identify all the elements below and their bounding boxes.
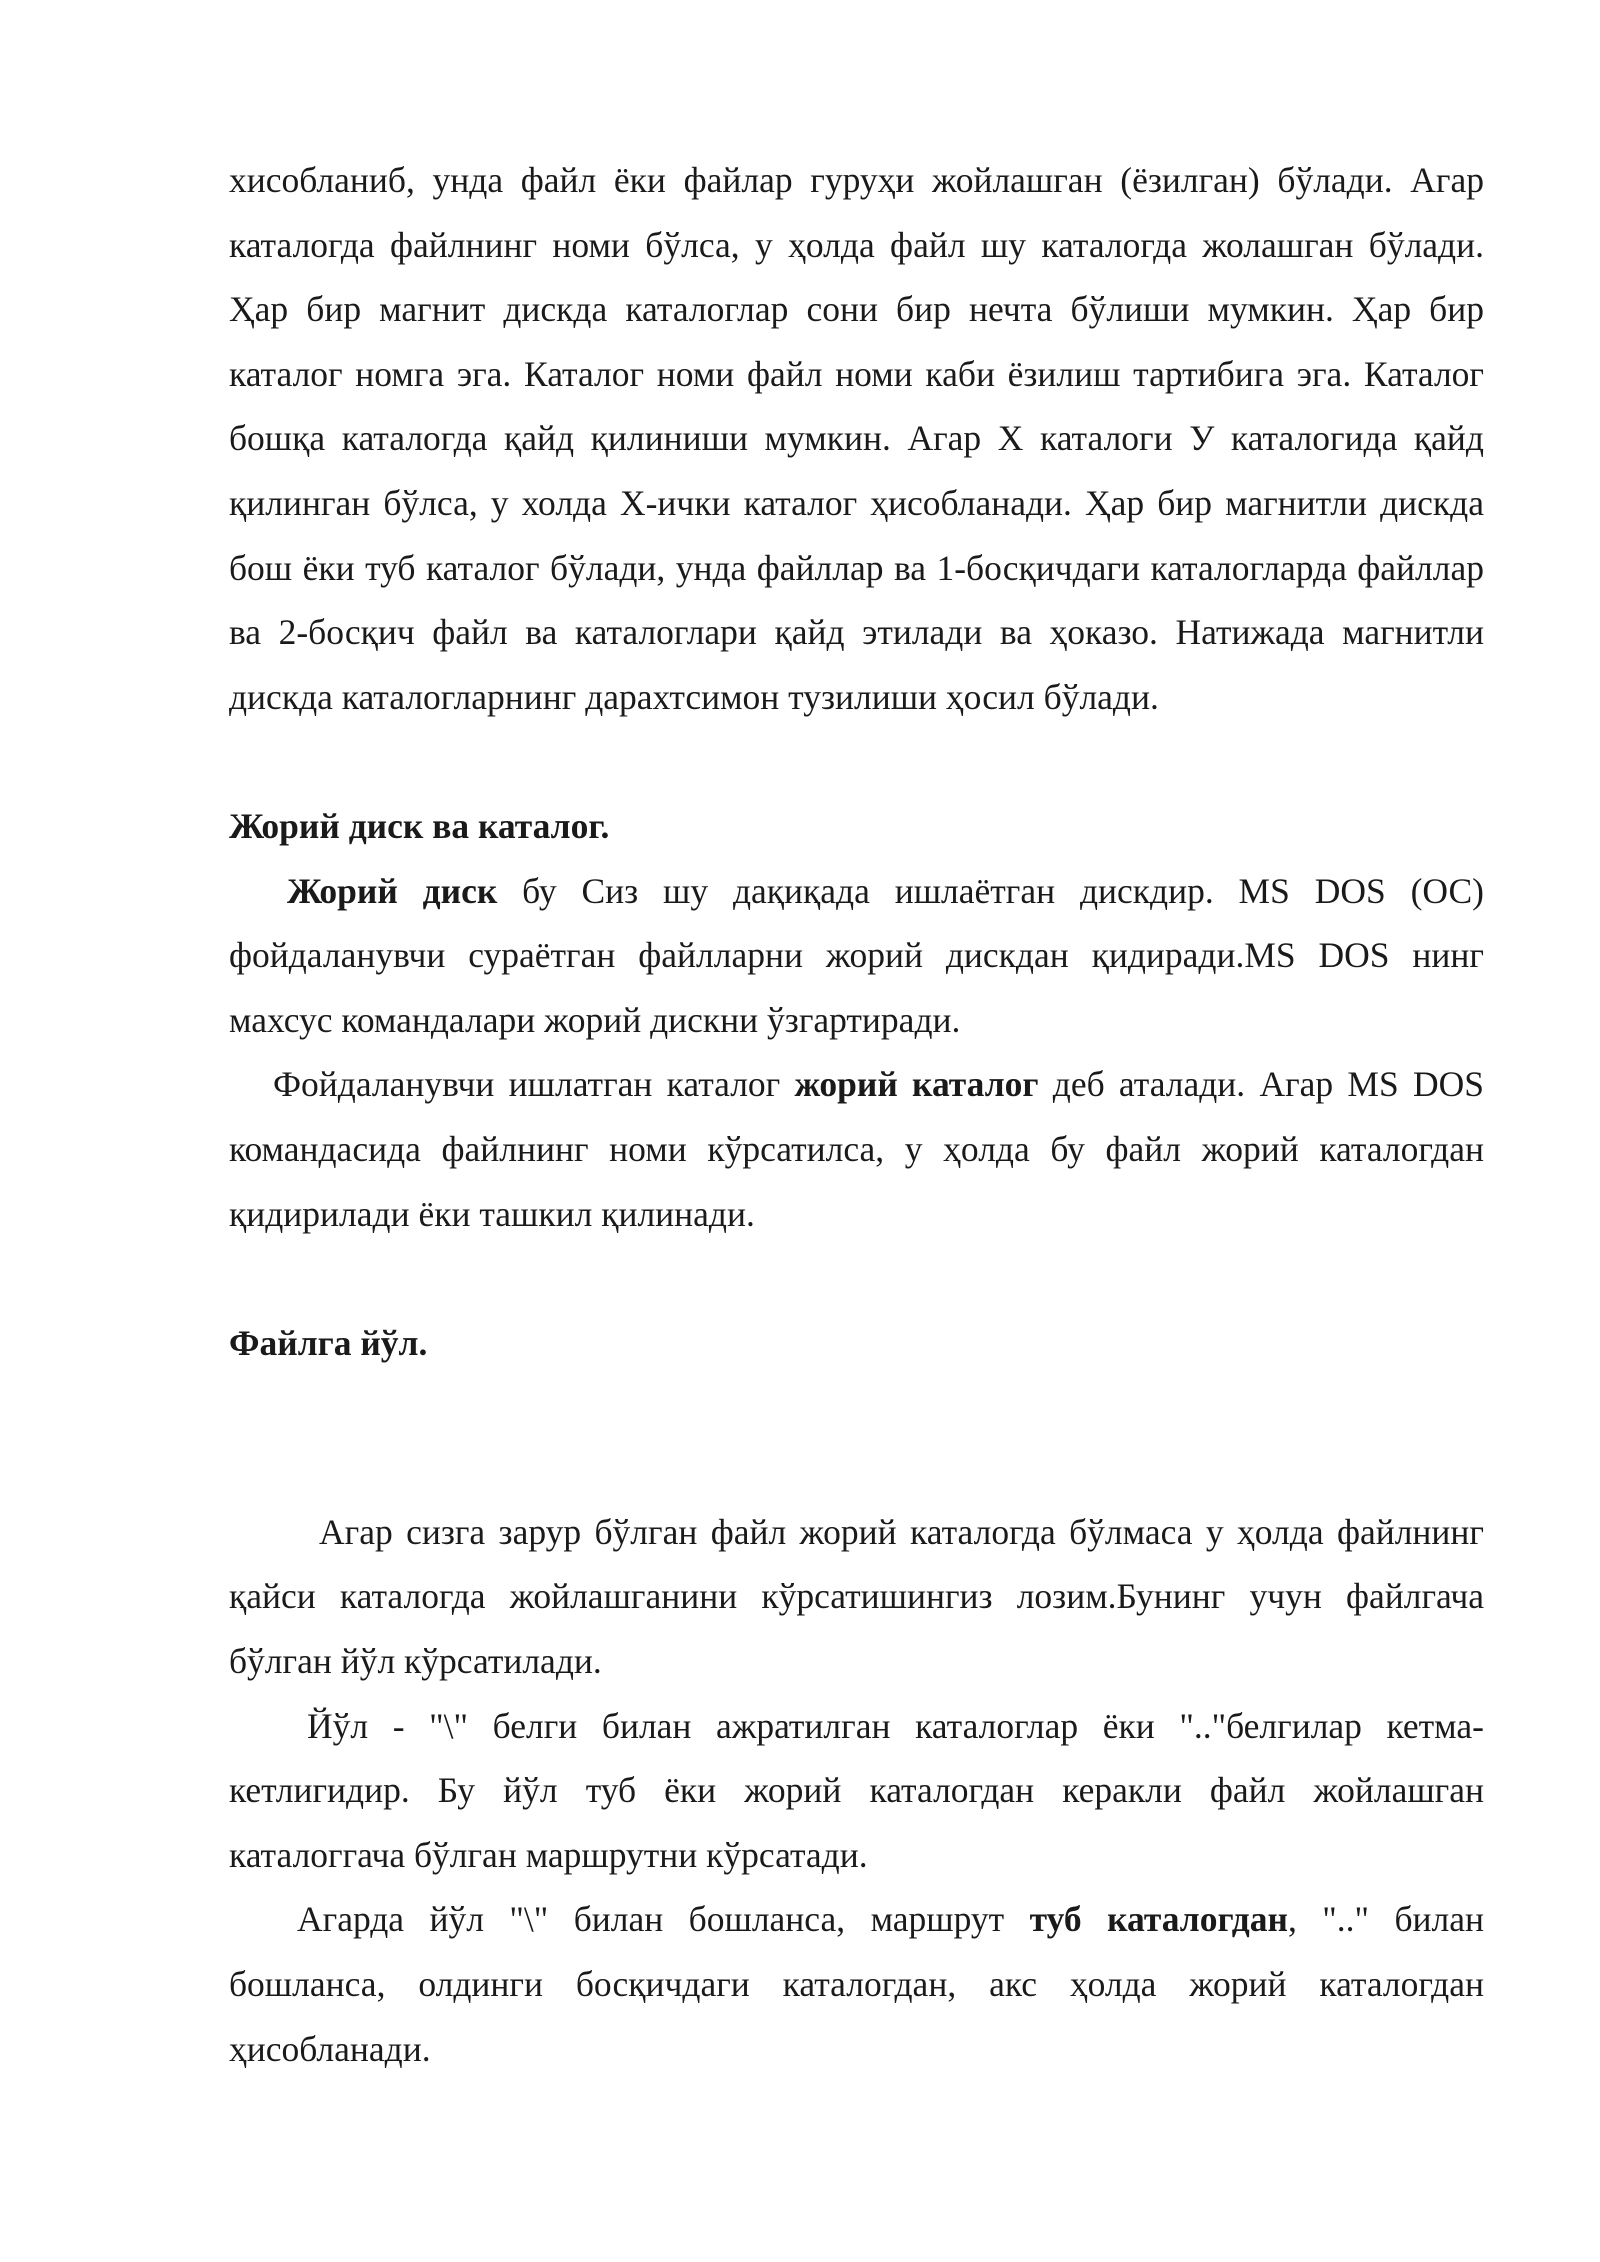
term-root-catalog: туб каталогдан <box>1029 1899 1288 1940</box>
paragraph-current-catalog <box>229 1052 1484 1246</box>
paragraph-path-start-rest: , ".." билан бошланса, олдинги босқичдаги каталогдан, акс ҳолда жорий каталогдан ҳисобланади. <box>229 1899 1485 2069</box>
paragraph-path-start <box>229 1887 1484 2081</box>
paragraph-current-disk <box>229 859 1484 1053</box>
paragraph-current-catalog-text: деб аталади. Агар MS DOS командасида файлнинг номи кўрсатилса, у ҳолда бу файл жорий каталогдан қидирилади ёки ташкил қилинади. <box>229 1064 1485 1234</box>
paragraph-current-disk-text: бу Сиз шу дақиқада ишлаётган дискдир. MS DOS (ОС) фойдаланувчи сураётган файлларни жорий дискдан қидиради.MS DOS нинг махсус командалари жорий дискни ўзгартиради. <box>229 870 1484 1040</box>
term-current-catalog: жорий каталог <box>794 1064 1039 1105</box>
spacer <box>229 729 1484 794</box>
term-current-disk: Жорий диск <box>287 870 498 911</box>
paragraph-catalog-intro: хисобланиб, унда файл ёки файлар гуруҳи жойлашган (ёзилган) бўлади. Агар каталогда файлнинг номи бўлса, у ҳолда файл шу каталогда жолашган бўлади. Ҳар бир магнит дискда каталоглар сони бир нечта бўлиши мумкин. Ҳар бир каталог номга эга. Каталог номи файл номи каби ёзилиш тартибига эга. Каталог бошқа каталогда қайд қилиниши мумкин. Агар Х каталоги У каталогида қайд қилинган бўлса, у холда Х-ички каталог ҳисобланади. Ҳар бир магнитли дискда бош ёки туб каталог бўлади, унда файллар ва 1-босқичдаги каталогларда файллар ва 2-босқич файл ва каталоглари қайд этилади ва ҳоказо. Натижада магнитли дискда каталогларнинг дарахтсимон тузилиши ҳосил бўлади. <box>229 160 1484 717</box>
document-page <box>229 148 1484 2081</box>
paragraph-current-catalog-start: Фойдаланувчи ишлатган каталог <box>273 1064 795 1105</box>
spacer <box>229 1246 1484 1311</box>
paragraph-path-definition: Йўл - "\" белги билан ажратилган каталоглар ёки ".."белгилар кетма-кетлигидир. Бу йўл туб ёки жорий каталогдан керакли файл жойлашган каталоггача бўлган маршрутни кўрсатади. <box>229 1705 1484 1875</box>
paragraph-path-start-text: Агарда йўл "\" билан бошланса, маршрут <box>297 1899 1030 1940</box>
heading-file-path: Файлга йўл. <box>229 1322 428 1363</box>
paragraph-file-path-intro: Агар сизга зарур бўлган файл жорий каталогда бўлмаса у ҳолда файлнинг қайси каталогда жойлашганини кўрсатишингиз лозим.Бунинг учун файлгача бўлган йўл кўрсатилади. <box>229 1511 1484 1682</box>
heading-current-disk-catalog: Жорий диск ва каталог. <box>229 805 610 846</box>
spacer <box>229 1440 1484 1500</box>
spacer <box>229 1375 1484 1440</box>
